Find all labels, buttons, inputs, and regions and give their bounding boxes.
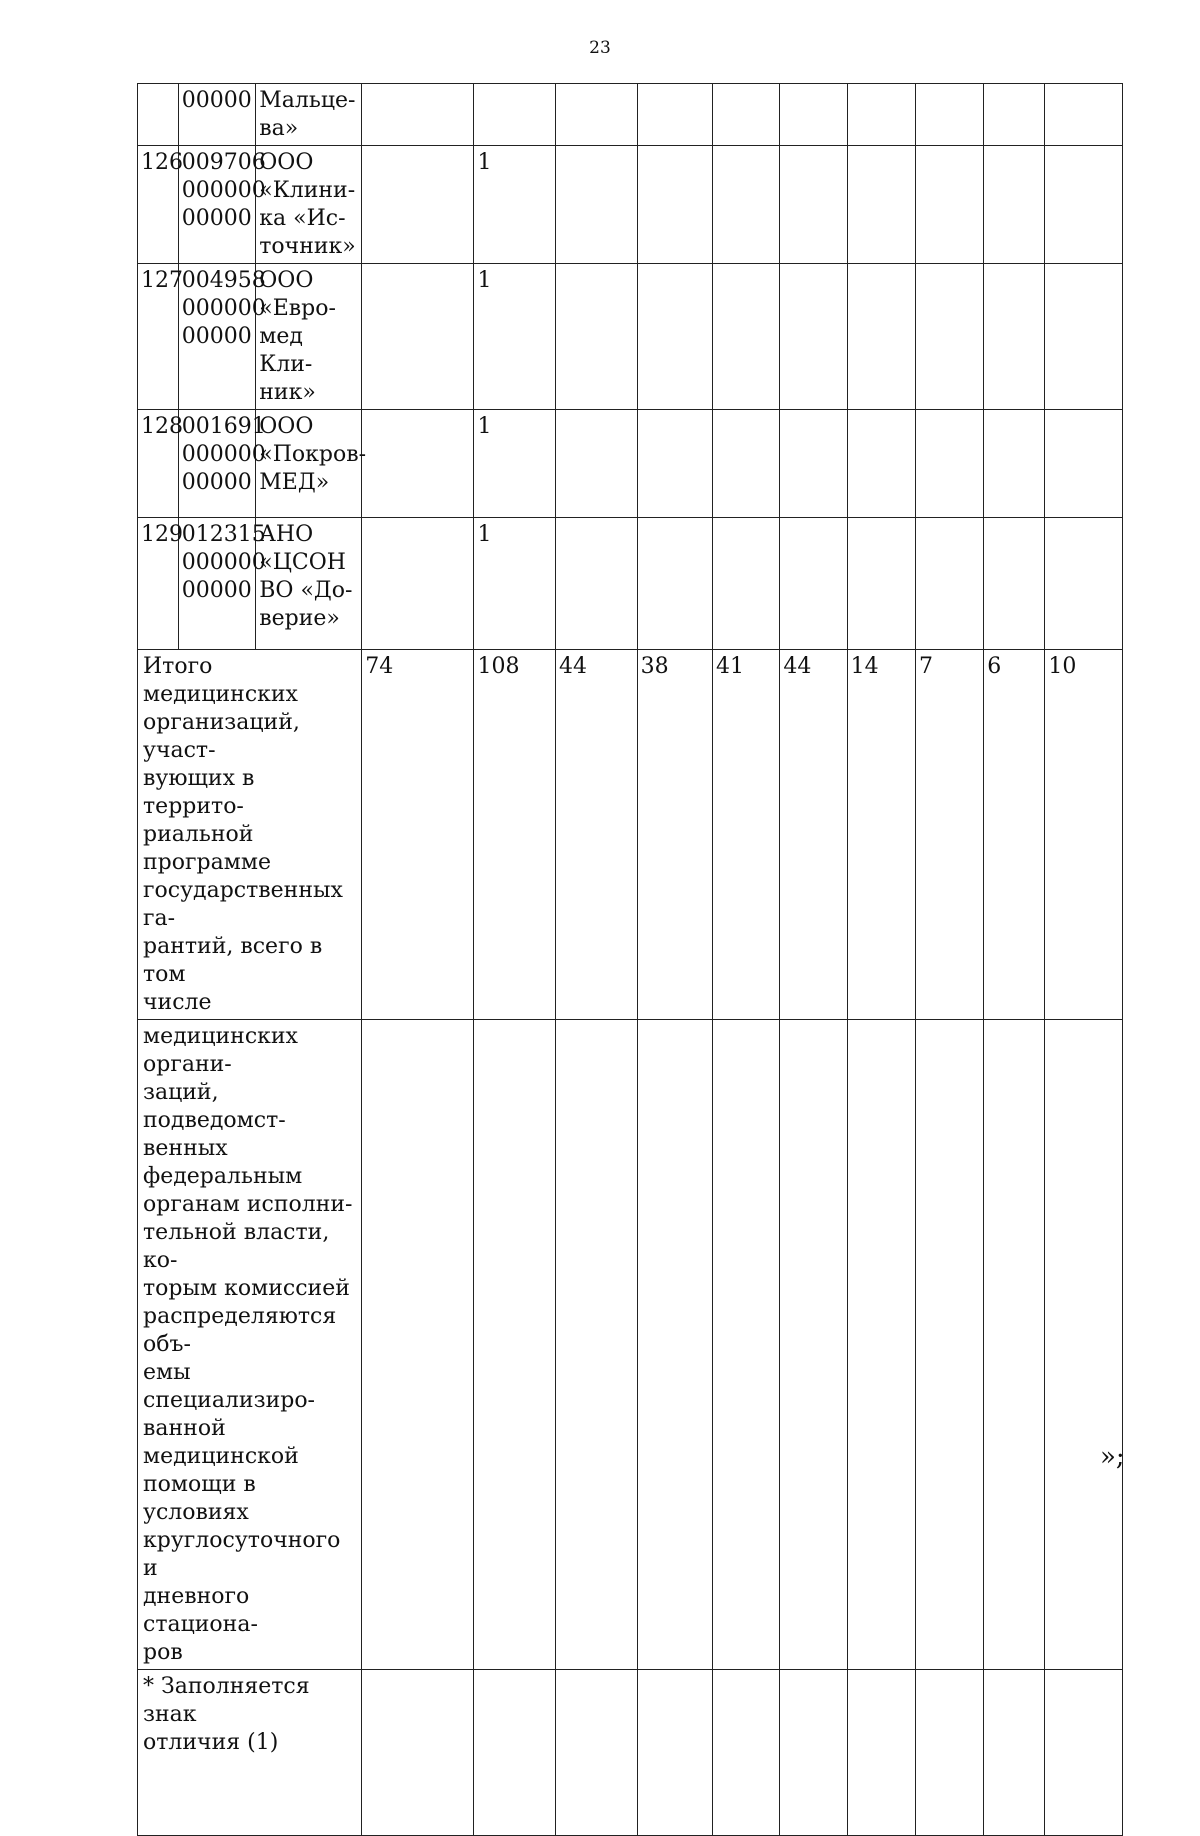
row-number: 128 — [138, 410, 179, 518]
value-cell — [713, 518, 780, 650]
summary-value-cell — [847, 1020, 915, 1670]
value-cell — [362, 518, 474, 650]
value-cell — [556, 264, 638, 410]
summary-value-cell: 38 — [637, 650, 712, 1020]
value-cell — [984, 410, 1045, 518]
value-cell — [915, 84, 983, 146]
summary-value-cell: 108 — [474, 650, 556, 1020]
value-cell — [915, 264, 983, 410]
value-cell — [847, 264, 915, 410]
value-cell — [984, 264, 1045, 410]
table-body — [138, 84, 1123, 1836]
value-cell — [556, 146, 638, 264]
table-row — [138, 146, 1123, 264]
value-cell — [556, 518, 638, 650]
summary-value-cell — [637, 1670, 712, 1836]
summary-row — [138, 1670, 1123, 1836]
summary-value-cell — [556, 1020, 638, 1670]
row-number: 127 — [138, 264, 179, 410]
value-cell — [1045, 84, 1123, 146]
summary-value-cell — [1045, 1020, 1123, 1670]
value-cell — [984, 84, 1045, 146]
table-row — [138, 410, 1123, 518]
org-code: 001691 000000 00000 — [178, 410, 255, 518]
value-cell — [847, 410, 915, 518]
value-cell — [1045, 146, 1123, 264]
footnote-label: * Заполняется знак отличия (1) — [138, 1670, 362, 1836]
summary-value-cell — [780, 1670, 847, 1836]
value-cell: 1 — [474, 146, 556, 264]
value-cell — [1045, 410, 1123, 518]
summary-value-cell — [780, 1020, 847, 1670]
org-code: 00000 — [178, 84, 255, 146]
value-cell — [780, 264, 847, 410]
value-cell — [362, 264, 474, 410]
value-cell — [984, 518, 1045, 650]
value-cell — [556, 84, 638, 146]
value-cell — [984, 146, 1045, 264]
summary-value-cell — [556, 1670, 638, 1836]
summary-value-cell — [847, 1670, 915, 1836]
value-cell — [713, 264, 780, 410]
summary-value-cell — [915, 1020, 983, 1670]
row-number: 129 — [138, 518, 179, 650]
summary-row — [138, 650, 1123, 1020]
value-cell — [915, 146, 983, 264]
value-cell — [637, 264, 712, 410]
org-code: 012315 000000 00000 — [178, 518, 255, 650]
org-code: 004958 000000 00000 — [178, 264, 255, 410]
summary-value-cell: 7 — [915, 650, 983, 1020]
value-cell — [915, 410, 983, 518]
row-number: 126 — [138, 146, 179, 264]
summary-value-cell — [474, 1670, 556, 1836]
data-table — [137, 83, 1123, 1836]
table-row — [138, 264, 1123, 410]
value-cell: 1 — [474, 410, 556, 518]
value-cell — [637, 84, 712, 146]
summary-value-cell — [362, 1020, 474, 1670]
summary-value-cell — [984, 1670, 1045, 1836]
summary-label: медицинских органи- заций, подведомст- венных федеральным органам исполни- тельной власти, ко- торым комиссией распределяются объ- емы специализиро- ванной медицинской помощи в условиях круглосуточного и дневного стациона- ров — [138, 1020, 362, 1670]
value-cell — [847, 518, 915, 650]
summary-label: Итого медицинских организаций, участ- вующих в террито- риальной программе государственных га- рантий, всего в том числе — [138, 650, 362, 1020]
value-cell — [556, 410, 638, 518]
summary-value-cell: 14 — [847, 650, 915, 1020]
summary-value-cell — [713, 1670, 780, 1836]
summary-value-cell — [1045, 1670, 1123, 1836]
summary-value-cell: 6 — [984, 650, 1045, 1020]
summary-value-cell: 74 — [362, 650, 474, 1020]
summary-value-cell: 44 — [556, 650, 638, 1020]
value-cell — [847, 146, 915, 264]
value-cell: 1 — [474, 518, 556, 650]
value-cell — [713, 146, 780, 264]
row-number — [138, 84, 179, 146]
org-name: ООО «Евро- мед Кли- ник» — [256, 264, 362, 410]
table-row — [138, 518, 1123, 650]
summary-value-cell — [915, 1670, 983, 1836]
value-cell — [362, 84, 474, 146]
table-row — [138, 84, 1123, 146]
value-cell — [915, 518, 983, 650]
value-cell — [1045, 264, 1123, 410]
value-cell — [780, 146, 847, 264]
closing-quote-mark: »; — [1100, 1442, 1125, 1472]
org-code: 009706 000000 00000 — [178, 146, 255, 264]
summary-row — [138, 1020, 1123, 1670]
value-cell — [780, 410, 847, 518]
value-cell — [637, 410, 712, 518]
summary-value-cell — [713, 1020, 780, 1670]
org-name: ООО «Покров- МЕД» — [256, 410, 362, 518]
value-cell: 1 — [474, 264, 556, 410]
value-cell — [713, 410, 780, 518]
value-cell — [847, 84, 915, 146]
summary-value-cell — [984, 1020, 1045, 1670]
value-cell — [1045, 518, 1123, 650]
page-number: 23 — [589, 38, 611, 58]
org-name: АНО «ЦСОН ВО «До- верие» — [256, 518, 362, 650]
summary-value-cell: 41 — [713, 650, 780, 1020]
org-name: Мальце- ва» — [256, 84, 362, 146]
value-cell — [362, 146, 474, 264]
value-cell — [362, 410, 474, 518]
summary-value-cell — [362, 1670, 474, 1836]
summary-value-cell: 44 — [780, 650, 847, 1020]
value-cell — [637, 518, 712, 650]
value-cell — [637, 146, 712, 264]
value-cell — [474, 84, 556, 146]
summary-value-cell — [637, 1020, 712, 1670]
value-cell — [780, 84, 847, 146]
value-cell — [780, 518, 847, 650]
summary-value-cell — [474, 1020, 556, 1670]
summary-value-cell: 10 — [1045, 650, 1123, 1020]
org-name: ООО «Клини- ка «Ис- точник» — [256, 146, 362, 264]
value-cell — [713, 84, 780, 146]
